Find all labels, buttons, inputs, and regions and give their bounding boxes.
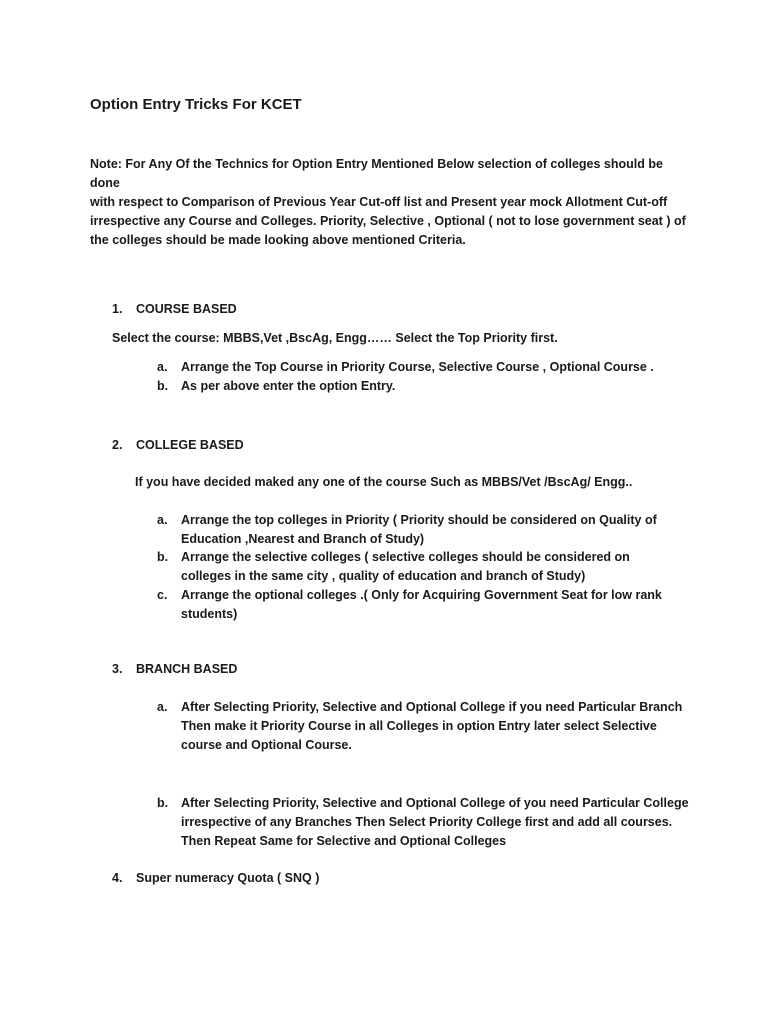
list-marker: b. <box>157 550 169 564</box>
note-line: with respect to Comparison of Previous Year Cut-off list and Present year mock Allotment Cut-off <box>90 195 668 209</box>
note-line: the colleges should be made looking above mentioned Criteria. <box>90 233 466 247</box>
list-marker: c. <box>157 588 168 602</box>
list-item <box>157 586 677 624</box>
list-marker: b. <box>157 379 169 393</box>
list-text: Arrange the top colleges in Priority ( Priority should be considered on Quality of Education ,Nearest and Branch of Study) <box>181 513 657 546</box>
list-item <box>157 698 687 755</box>
list-text: After Selecting Priority, Selective and Optional College of you need Particular College irrespective of any Branches Then Select Priority College first and add all courses. Then Repeat Same for Selective and Optional Colleges <box>181 796 689 848</box>
section-title: BRANCH BASED <box>136 662 238 676</box>
list-text: After Selecting Priority, Selective and Optional College if you need Particular Branch Then make it Priority Course in all Colleges in option Entry later select Selective course and Optional Course. <box>181 700 683 752</box>
section-number: 2. <box>112 438 123 452</box>
list-marker: a. <box>157 700 168 714</box>
list-item <box>157 377 697 396</box>
section-4-heading <box>112 869 319 888</box>
section-title: COLLEGE BASED <box>136 438 244 452</box>
list-text: Arrange the optional colleges .( Only for Acquiring Government Seat for low rank students) <box>181 588 662 621</box>
section-number: 1. <box>112 302 123 316</box>
list-item <box>157 358 697 377</box>
list-marker: a. <box>157 360 168 374</box>
list-text: Arrange the Top Course in Priority Course, Selective Course , Optional Course . <box>181 360 654 374</box>
note-line: irrespective any Course and Colleges. Priority, Selective , Optional ( not to lose government seat ) of <box>90 214 686 228</box>
document-title: Option Entry Tricks For KCET <box>90 96 302 113</box>
section-1-intro: Select the course: MBBS,Vet ,BscAg, Engg…… Select the Top Priority first. <box>112 331 558 345</box>
note-line: Note: For Any Of the Technics for Option Entry Mentioned Below selection of colleges should be done <box>90 157 663 190</box>
list-item <box>157 794 697 851</box>
section-2-heading <box>112 436 244 455</box>
list-item <box>157 511 657 549</box>
list-marker: b. <box>157 796 169 810</box>
list-text: As per above enter the option Entry. <box>181 379 396 393</box>
list-item <box>157 548 677 586</box>
section-1-heading <box>112 300 237 319</box>
section-number: 4. <box>112 871 123 885</box>
section-title: COURSE BASED <box>136 302 237 316</box>
note-paragraph <box>90 155 690 250</box>
section-number: 3. <box>112 662 123 676</box>
list-marker: a. <box>157 513 168 527</box>
section-2-intro: If you have decided maked any one of the course Such as MBBS/Vet /BscAg/ Engg.. <box>135 475 633 489</box>
section-title: Super numeracy Quota ( SNQ ) <box>136 871 320 885</box>
section-3-heading <box>112 660 237 679</box>
list-text: Arrange the selective colleges ( selective colleges should be considered on colleges in the same city , quality of education and branch of Study) <box>181 550 630 583</box>
